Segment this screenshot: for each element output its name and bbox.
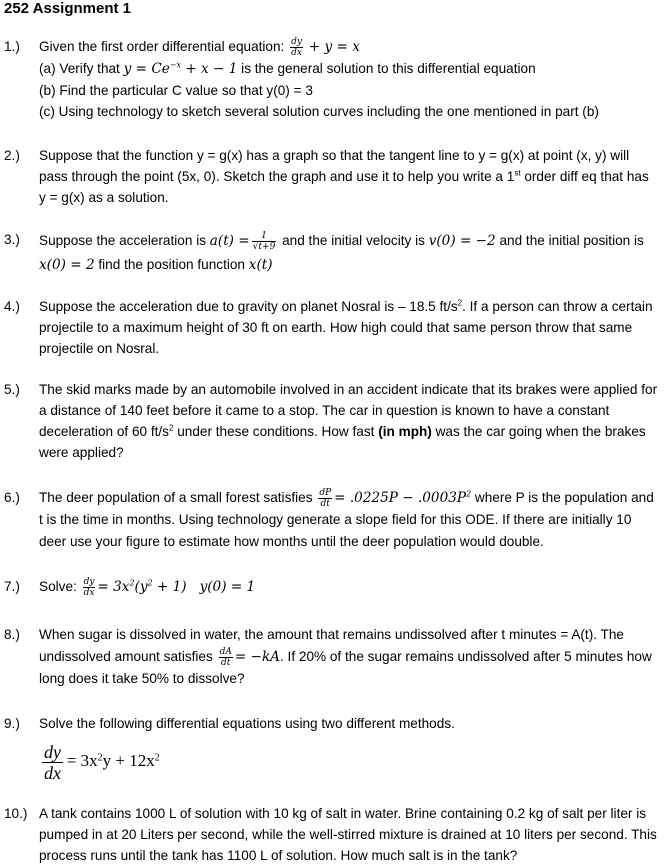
question-8 <box>4 624 658 690</box>
question-number: 2.) <box>4 148 20 163</box>
question-4 <box>4 296 658 359</box>
question-number: 9.) <box>4 716 20 731</box>
q8-text: When sugar is dissolved in water, the amount that remains undissolved after t minutes = A(t). The undissolved amount satisfies $\frac{dA}{dt}$ = −kA. If 20% of the sugar remains undissolved after 5 minutes how long does it take 50% to dissolve? <box>39 627 652 686</box>
q6-text: The deer population of a small forest satisfies $\frac{dP}{dt}$ = $.0225P - .0003P^2$ where P is the population and t is the time in months. Using technology generate a slope field for this ODE. If there are initially 10 deer use your figure to estimate how months until the deer population would double. <box>39 487 654 549</box>
q1-part-c: (c) Using technology to sketch several solution curves including the one mentioned in part (b) <box>39 104 599 119</box>
question-number: 8.) <box>4 627 20 642</box>
question-9 <box>4 713 658 783</box>
q3-fraction: $\frac{1}{√t+9}$ <box>252 230 276 252</box>
question-number: 10.) <box>4 806 28 821</box>
q8-derivative: $\frac{dA}{dt}$ <box>219 646 232 668</box>
assignment-title: 252 Assignment 1 <box>4 0 131 17</box>
question-number: 7.) <box>4 579 20 594</box>
q9-derivative: $\frac{dy}{dx}$ <box>44 742 61 783</box>
question-10 <box>4 803 658 866</box>
q5-text: The skid marks made by an automobile involved in an accident indicate that its brakes were applied for a distance of 140 feet before it came to a stop. The car in question is known to have a constant deceleration of 60 $ft/s^2$ under these conditions. How fast (in mph) was the car going when the brakes were applied? <box>39 382 658 460</box>
q3-text: Suppose the acceleration is a(t) = $\frac{1}{√t+9}$ and the initial velocity is v(0) = −2 and the initial position is x(0) = 2 find the position function x(t) <box>39 230 644 273</box>
q10-text: A tank contains 1000 L of solution with 10 kg of salt in water. Brine containing 0.2 kg of salt per liter is pumped in at 20 Liters per second, while the well-stirred mixture is drained at 10 liters per second. This process runs until the tank has 1100 L of solution. How much salt is in the tank? <box>39 806 657 863</box>
q7-derivative: $\frac{dy}{dx}$ <box>83 576 95 598</box>
q9-text: Solve the following differential equations using two different methods. <box>39 716 455 731</box>
q4-text: Suppose the acceleration due to gravity on planet Nosral is – 18.5 $ft/s^2$. If a person can throw a certain projectile to a maximum height of 30 ft on earth. How high could that same person throw that same projectile on Nosral. <box>39 298 653 356</box>
question-2 <box>4 145 658 208</box>
question-1 <box>4 36 658 122</box>
q2-text: Suppose that the function y = g(x) has a graph so that the tangent line to y = g(x) at point (x, y) will pass through the point (5x, 0). Sketch the graph and use it to help you write a 1st order diff eq that has y = g(x) as a solution. <box>39 148 649 205</box>
q1-derivative: $\frac{dy}{dx}$ <box>291 36 302 58</box>
question-number: 1.) <box>4 39 20 54</box>
question-3 <box>4 229 658 277</box>
question-number: 6.) <box>4 490 20 505</box>
q1-intro: Given the first order differential equation: $\frac{dy}{dx}$ + y = x <box>39 36 360 58</box>
question-number: 3.) <box>4 232 20 247</box>
q9-equation: $\frac{dy}{dx}$ = $3x^2y + 12x^2$ <box>44 742 160 783</box>
question-6 <box>4 487 658 553</box>
question-number: 5.) <box>4 382 20 397</box>
question-number: 4.) <box>4 299 20 314</box>
q1-part-a: (a) Verify that $y = Ce^{-x} + x - 1$ is the general solution to this differential equation <box>39 60 536 77</box>
question-5 <box>4 379 658 463</box>
q6-derivative: $\frac{dP}{dt}$ <box>319 487 332 509</box>
q7-text: Solve: $\frac{dy}{dx}$ = $3x^2(y^2 + 1) y(0) = 1$ <box>39 576 256 598</box>
q1-part-b: (b) Find the particular C value so that y(0) = 3 <box>39 83 313 98</box>
question-7 <box>4 576 658 598</box>
